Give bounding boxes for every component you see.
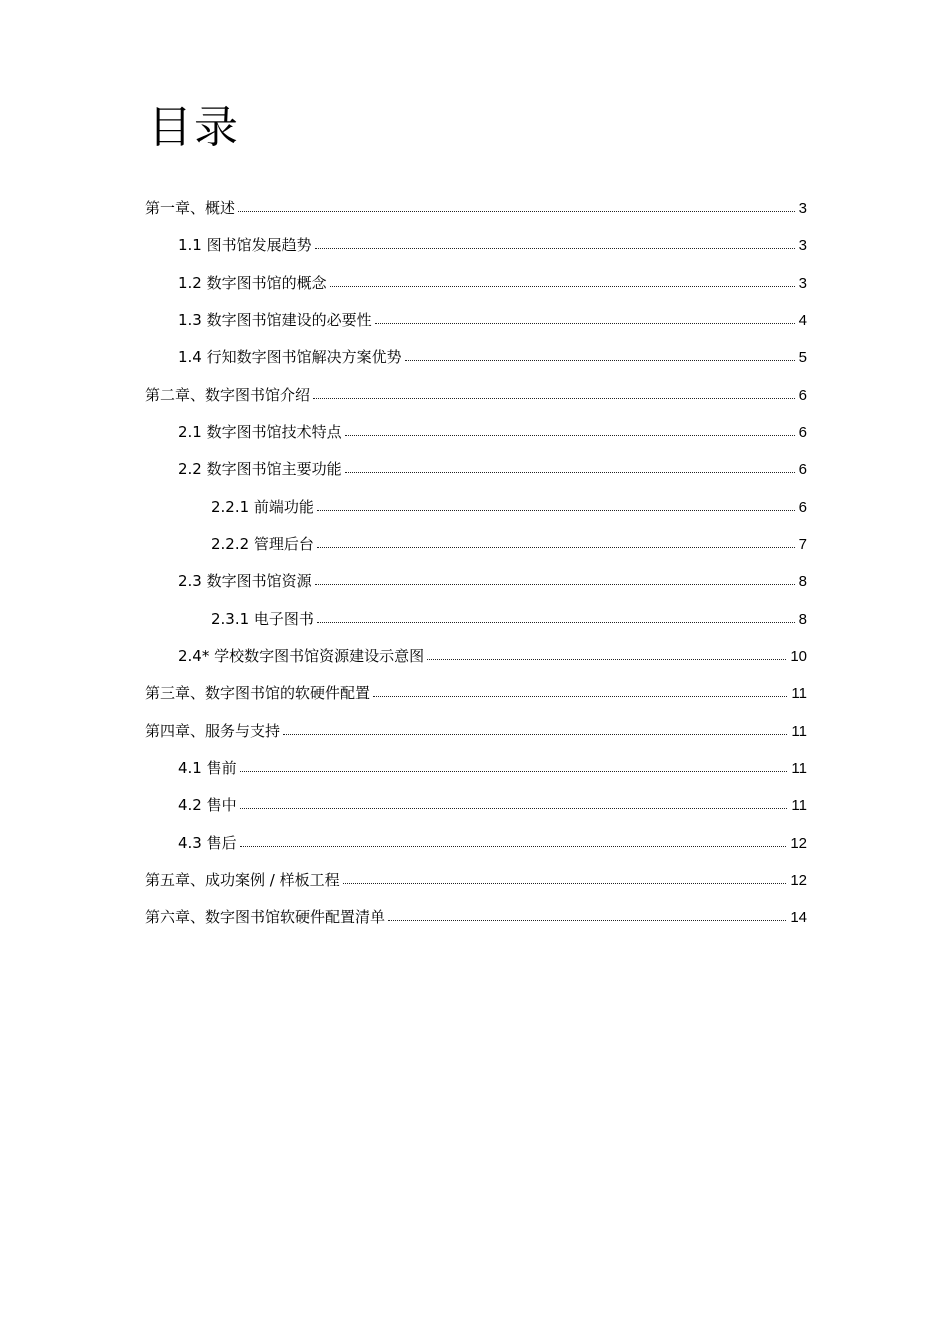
toc-leader-dots [238, 210, 795, 212]
toc-entry[interactable] [145, 862, 807, 899]
toc-leader-dots [330, 285, 795, 287]
toc-leader-dots [240, 807, 788, 809]
toc-leader-dots [317, 546, 795, 548]
toc-entry-page: 6 [798, 498, 807, 516]
toc-entry-label: 4.1 售前 [178, 758, 237, 777]
toc-entry-page: 3 [798, 200, 807, 217]
toc-entry-label: 2.2.1 前端功能 [211, 497, 314, 516]
toc-leader-dots [315, 247, 795, 249]
toc-entry-label: 1.2 数字图书馆的概念 [178, 273, 327, 292]
toc-entry-label: 1.1 图书馆发展趋势 [178, 236, 312, 255]
toc-leader-dots [345, 471, 795, 473]
toc-entry-label: 2.1 数字图书馆技术特点 [178, 422, 342, 441]
toc-entry[interactable] [145, 339, 807, 376]
toc-leader-dots [317, 621, 795, 623]
toc-entry-page: 8 [798, 610, 807, 628]
toc-leader-dots [317, 509, 795, 511]
toc-entry-label: 2.3 数字图书馆资源 [178, 572, 312, 591]
toc-leader-dots [240, 845, 787, 847]
toc-entry[interactable] [145, 675, 807, 712]
toc-leader-dots [388, 919, 786, 921]
toc-entry-label: 1.3 数字图书馆建设的必要性 [178, 310, 372, 329]
toc-entry-label: 第六章、数字图书馆软硬件配置清单 [145, 908, 386, 927]
toc-entry-label: 2.3.1 电子图书 [211, 609, 314, 628]
toc-entry-page: 7 [798, 535, 807, 553]
toc-leader-dots [345, 434, 795, 436]
toc-entry[interactable] [145, 190, 807, 227]
toc-entry-label: 第二章、数字图书馆介绍 [145, 385, 311, 404]
toc-entry[interactable] [145, 302, 807, 339]
toc-leader-dots [240, 770, 788, 772]
toc-entry-page: 6 [798, 423, 807, 441]
toc-entry-label: 1.4 行知数字图书馆解决方案优势 [178, 348, 402, 367]
toc-entry[interactable] [145, 638, 807, 675]
toc-entry-page: 14 [790, 909, 807, 927]
toc-entry[interactable] [145, 601, 807, 638]
toc-entry-page: 6 [798, 386, 807, 404]
toc-entry[interactable] [145, 227, 807, 264]
toc-leader-dots [427, 658, 786, 660]
toc-entry[interactable] [145, 265, 807, 302]
toc-entry[interactable] [145, 750, 807, 787]
toc-entry-page: 3 [798, 274, 807, 292]
toc-entry[interactable] [145, 563, 807, 600]
toc-entry-label: 第四章、服务与支持 [145, 721, 281, 740]
toc-title: 目录 [148, 102, 240, 153]
toc-entry-page: 6 [798, 461, 807, 479]
toc-entry-label: 第五章、成功案例 / 样板工程 [145, 870, 340, 889]
toc-entry-page: 4 [798, 311, 807, 329]
toc-entry-page: 11 [791, 722, 807, 740]
toc-entry-label: 2.2 数字图书馆主要功能 [178, 460, 342, 479]
toc-entry-page: 11 [791, 797, 807, 815]
toc-entry[interactable] [145, 787, 807, 824]
toc-entry[interactable] [145, 526, 807, 563]
toc-entry-label: 2.2.2 管理后台 [211, 534, 314, 553]
toc-entry[interactable] [145, 899, 807, 936]
toc-entry-page: 3 [798, 237, 807, 255]
toc-leader-dots [313, 397, 795, 399]
toc-entry-page: 10 [790, 647, 807, 665]
toc-leader-dots [405, 359, 795, 361]
toc-entry-label: 2.4* 学校数字图书馆资源建设示意图 [178, 646, 425, 665]
toc-entry-label: 第一章、概述 [145, 199, 236, 217]
toc-leader-dots [375, 322, 795, 324]
toc-entry-label: 4.3 售后 [178, 833, 237, 852]
toc-entry[interactable] [145, 414, 807, 451]
toc-entry-page: 12 [790, 871, 807, 889]
toc-entry[interactable] [145, 713, 807, 750]
toc-entry-page: 12 [790, 834, 807, 852]
toc-entry[interactable] [145, 377, 807, 414]
toc-entry[interactable] [145, 451, 807, 488]
toc-entry[interactable] [145, 825, 807, 862]
toc-entry-page: 11 [791, 685, 807, 703]
toc-entry-label: 4.2 售中 [178, 796, 237, 815]
table-of-contents [145, 190, 807, 937]
toc-leader-dots [315, 583, 795, 585]
toc-entry-page: 5 [798, 349, 807, 367]
toc-entry-page: 11 [791, 759, 807, 777]
toc-leader-dots [373, 695, 787, 697]
toc-entry[interactable] [145, 489, 807, 526]
toc-leader-dots [283, 733, 787, 735]
toc-leader-dots [343, 882, 787, 884]
toc-entry-page: 8 [798, 573, 807, 591]
toc-entry-label: 第三章、数字图书馆的软硬件配置 [145, 684, 371, 703]
